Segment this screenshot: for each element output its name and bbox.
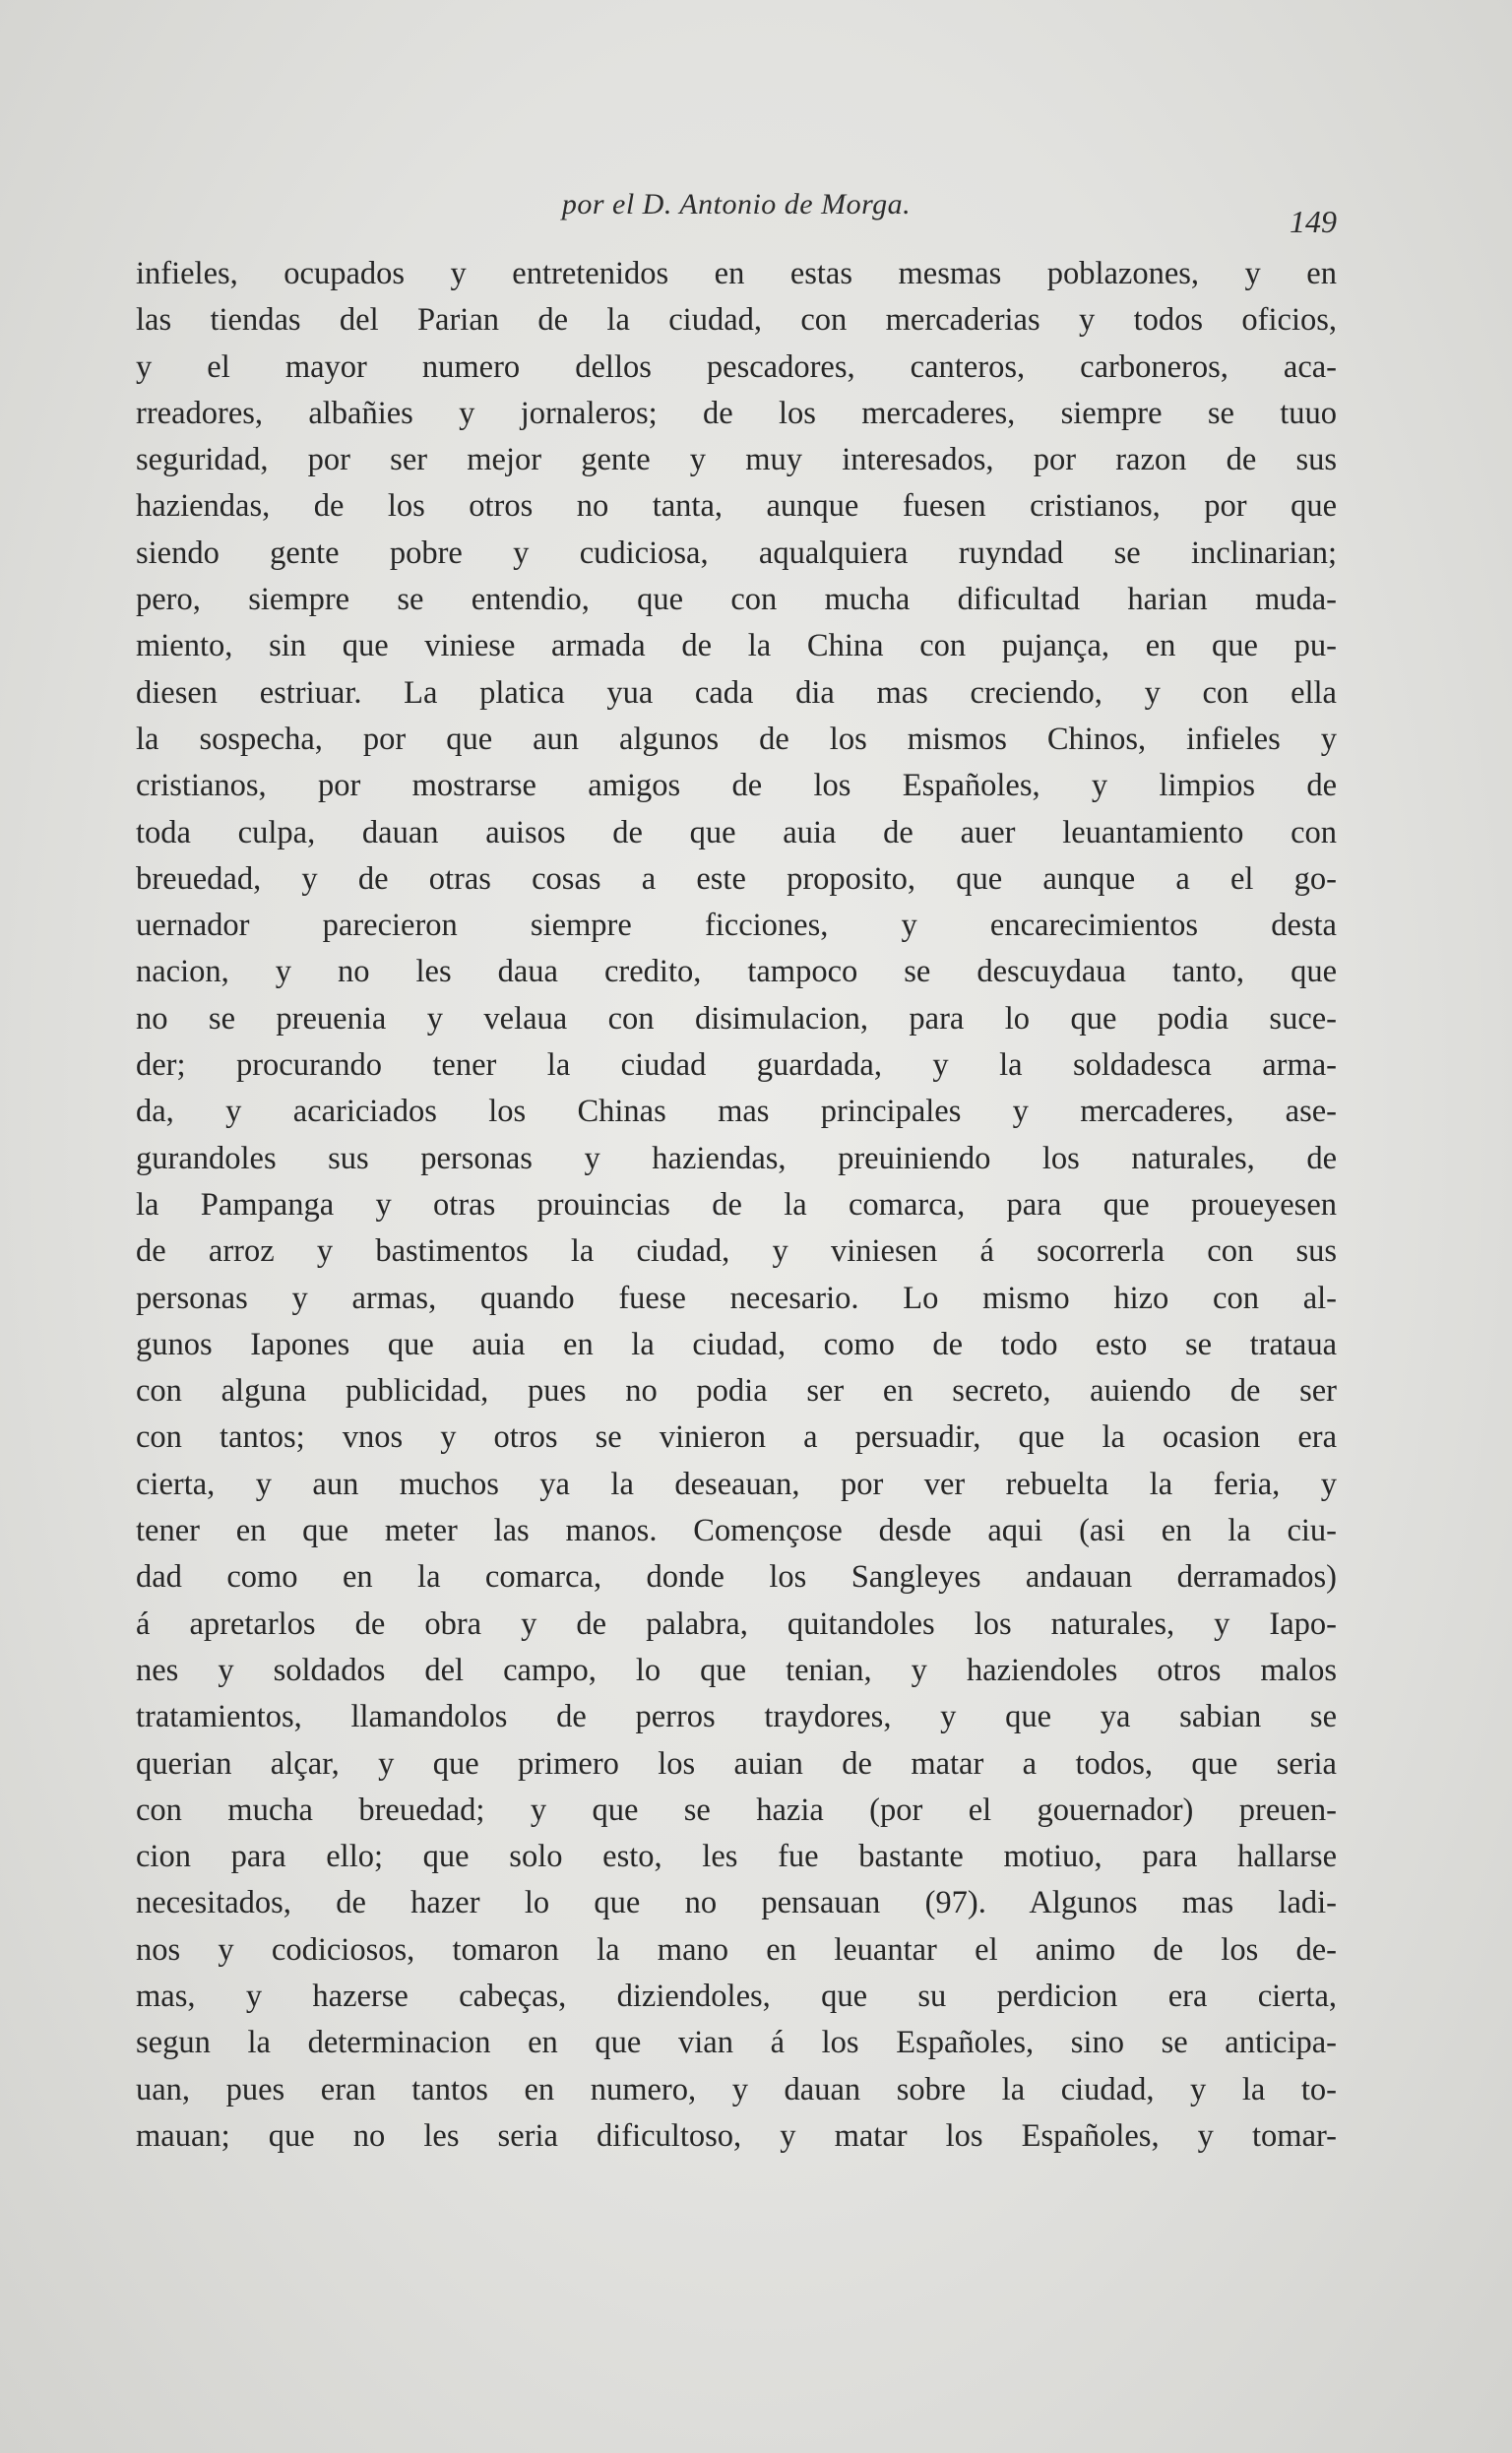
text-line: mas, y hazerse cabeças, diziendoles, que su perdicion era cierta,	[136, 1978, 1337, 2014]
text-line: siendo gente pobre y cudiciosa, aqualquiera ruyndad se inclinarian;	[136, 535, 1337, 571]
text-line: der; procurando tener la ciudad guardada, y la soldadesca arma-	[136, 1047, 1337, 1084]
text-line: breuedad, y de otras cosas a este proposito, que aunque a el go-	[136, 860, 1337, 897]
text-line: querian alçar, y que primero los auian de matar a todos, que seria	[136, 1745, 1337, 1782]
text-line: las tiendas del Parian de la ciudad, con mercaderias y todos oficios,	[136, 302, 1337, 339]
text-line: mauan; que no les seria dificultoso, y matar los Españoles, y tomar-	[136, 2117, 1337, 2154]
text-line: gunos Iapones que auia en la ciudad, como de todo esto se trataua	[136, 1326, 1337, 1362]
text-line: seguridad, por ser mejor gente y muy interesados, por razon de sus	[136, 442, 1337, 478]
running-title: por el D. Antonio de Morga.	[561, 188, 912, 220]
text-line: toda culpa, dauan auisos de que auia de auer leuantamiento con	[136, 814, 1337, 850]
text-line: no se preuenia y velaua con disimulacion, para lo que podia suce-	[136, 1000, 1337, 1037]
text-line: gurandoles sus personas y haziendas, preuiniendo los naturales, de	[136, 1140, 1337, 1176]
text-line: uernador parecieron siempre ficciones, y encarecimientos desta	[136, 908, 1337, 944]
text-line: con mucha breuedad; y que se hazia (por el gouernador) preuen-	[136, 1792, 1337, 1828]
text-line: y el mayor numero dellos pescadores, canteros, carboneros, aca-	[136, 348, 1337, 385]
text-line: tratamientos, llamandolos de perros traydores, y que ya sabian se	[136, 1699, 1337, 1735]
text-line: cristianos, por mostrarse amigos de los Españoles, y limpios de	[136, 768, 1337, 804]
text-line: nes y soldados del campo, lo que tenian, y haziendoles otros malos	[136, 1652, 1337, 1688]
text-line: tener en que meter las manos. Començose desde aqui (asi en la ciu-	[136, 1513, 1337, 1549]
text-line: dad como en la comarca, donde los Sangleyes andauan derramados)	[136, 1559, 1337, 1596]
text-line: pero, siempre se entendio, que con mucha dificultad harian muda-	[136, 582, 1337, 618]
text-line: uan, pues eran tantos en numero, y dauan sobre la ciudad, y la to-	[136, 2071, 1337, 2107]
text-line: de arroz y bastimentos la ciudad, y viniesen á socorrerla con sus	[136, 1233, 1337, 1270]
text-line: personas y armas, quando fuese necesario. Lo mismo hizo con al-	[136, 1280, 1337, 1316]
text-line: necesitados, de hazer lo que no pensauan (97). Algunos mas ladi-	[136, 1885, 1337, 1921]
text-line: cion para ello; que solo esto, les fue bastante motiuo, para hallarse	[136, 1839, 1337, 1875]
text-line: con tantos; vnos y otros se vinieron a persuadir, que la ocasion era	[136, 1419, 1337, 1456]
page-header	[136, 180, 1337, 239]
text-line: cierta, y aun muchos ya la deseauan, por ver rebuelta la feria, y	[136, 1466, 1337, 1502]
text-line: diesen estriuar. La platica yua cada dia mas creciendo, y con ella	[136, 674, 1337, 711]
body-paragraph	[136, 251, 1337, 2160]
text-line: rreadores, albañies y jornaleros; de los mercaderes, siempre se tuuo	[136, 395, 1337, 431]
text-line: miento, sin que viniese armada de la China con pujança, en que pu-	[136, 628, 1337, 664]
text-line: infieles, ocupados y entretenidos en estas mesmas poblazones, y en	[136, 256, 1337, 291]
text-line: á apretarlos de obra y de palabra, quitandoles los naturales, y Iapo-	[136, 1605, 1337, 1642]
text-line: haziendas, de los otros no tanta, aunque fuesen cristianos, por que	[136, 488, 1337, 525]
text-line: segun la determinacion en que vian á los Españoles, sino se anticipa-	[136, 2025, 1337, 2061]
text-line: nos y codiciosos, tomaron la mano en leuantar el animo de los de-	[136, 1931, 1337, 1968]
text-line: la Pampanga y otras prouincias de la comarca, para que proueyesen	[136, 1186, 1337, 1223]
text-line: con alguna publicidad, pues no podia ser en secreto, auiendo de ser	[136, 1373, 1337, 1410]
page-number: 149	[1290, 204, 1337, 239]
text-line: da, y acariciados los Chinas mas principales y mercaderes, ase-	[136, 1094, 1337, 1130]
text-line: la sospecha, por que aun algunos de los mismos Chinos, infieles y	[136, 721, 1337, 757]
text-line: nacion, y no les daua credito, tampoco se descuydaua tanto, que	[136, 954, 1337, 990]
